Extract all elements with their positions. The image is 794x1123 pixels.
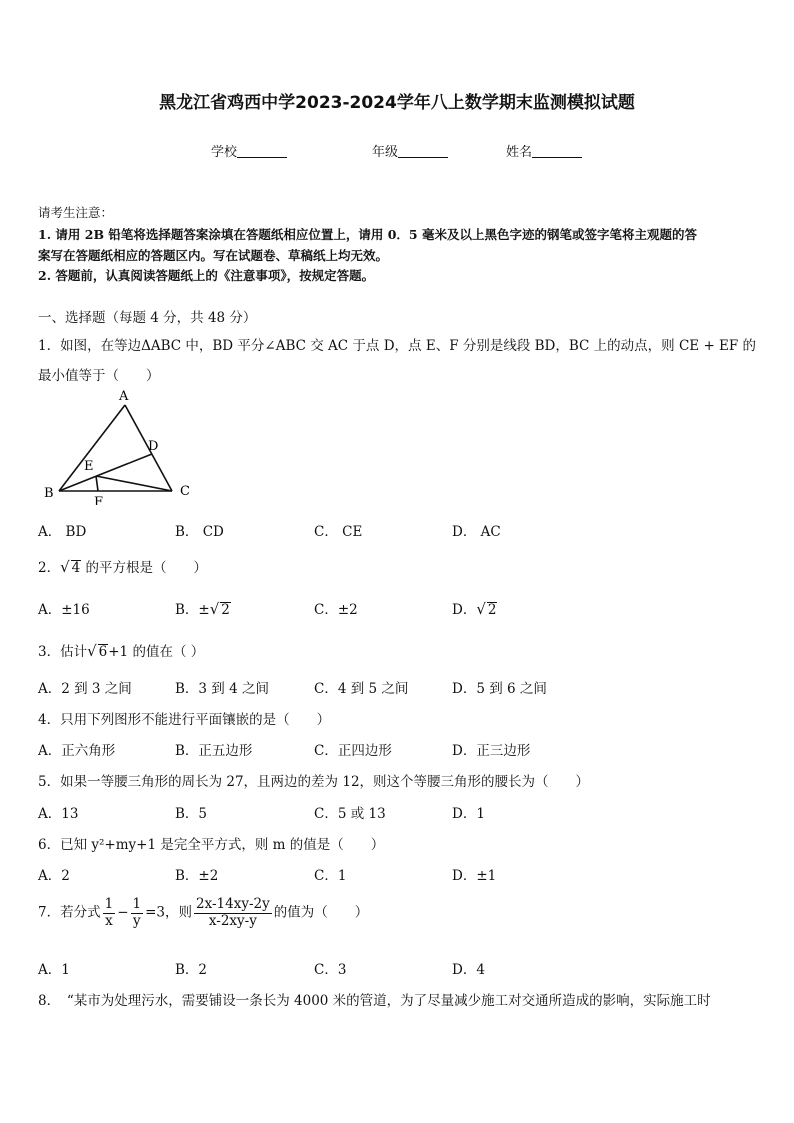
section-heading: 一、选择题（每题 4 分，共 48 分） <box>38 310 257 326</box>
school-field <box>211 141 287 160</box>
q6-option-d[interactable]: D．±1 <box>452 868 497 884</box>
school-label: 学校 <box>211 145 238 160</box>
q6-option-a[interactable]: A．2 <box>38 868 70 884</box>
label-c: C <box>180 484 190 499</box>
q6-option-b[interactable]: B．±2 <box>175 868 219 884</box>
notice-line-2: 案写在答题纸相应的答题区内。写在试题卷、草稿纸上均无效。 <box>38 248 389 263</box>
q7-text: 的值为（ ） <box>273 904 369 921</box>
q2-option-d-label: D． <box>452 602 477 618</box>
q4-stem: 4．只用下列图形不能进行平面镶嵌的是（ ） <box>38 712 331 728</box>
q7-f1-denominator: x <box>105 912 113 929</box>
q1-triangle-figure <box>40 385 200 505</box>
q4-option-d[interactable]: D．正三边形 <box>452 743 531 759</box>
q2-option-a[interactable]: A．±16 <box>38 602 90 618</box>
q7-equals: =3，则 <box>145 904 192 921</box>
q5-stem: 5．如果一等腰三角形的周长为 27，且两边的差为 12，则这个等腰三角形的腰长为（ ） <box>38 774 590 790</box>
q3-number: 3．估计 <box>38 644 88 660</box>
q7-option-c[interactable]: C．3 <box>314 962 347 978</box>
q5-option-c[interactable]: C．5 或 13 <box>314 806 386 822</box>
grade-label: 年级 <box>372 145 399 160</box>
label-a: A <box>119 389 129 404</box>
label-e: E <box>84 459 94 474</box>
q7-option-b[interactable]: B．2 <box>175 962 208 978</box>
q7-minus: − <box>117 904 129 921</box>
name-blank <box>532 145 582 158</box>
notice-line-1: 1. 请用 2B 铅笔将选择题答案涂填在答题纸相应位置上，请用 0．5 毫米及以上黑色字迹的钢笔或签字笔将主观题的答 <box>38 227 697 242</box>
q3-option-d[interactable]: D．5 到 6 之间 <box>452 681 547 697</box>
q7-f3-denominator: x-2xy-y <box>208 912 257 929</box>
q2-option-b-label: B．± <box>175 602 210 618</box>
q8-stem: 8． “某市为处理污水，需要铺设一条长为 4000 米的管道，为了尽量减少施工对交通所造成的影响，实际施工时 <box>38 993 711 1009</box>
q7-f2-denominator: y <box>132 912 141 929</box>
q6-option-c[interactable]: C．1 <box>314 868 347 884</box>
q2-option-b-radicand: 2 <box>221 602 230 618</box>
q2-option-d-radicand: 2 <box>487 602 497 618</box>
q4-option-a[interactable]: A．正六角形 <box>38 743 116 759</box>
notice-line-3: 2. 答题前，认真阅读答题纸上的《注意事项》，按规定答题。 <box>38 268 375 283</box>
q7-f1-numerator: 1 <box>104 896 114 912</box>
q7-fraction-2 <box>131 897 144 929</box>
name-field <box>506 141 582 160</box>
q5-option-d[interactable]: D．1 <box>452 806 485 822</box>
q3-text: +1 的值在（ ） <box>108 644 205 660</box>
q4-option-c[interactable]: C．正四边形 <box>314 743 392 759</box>
q6-stem: 6．已知 y²+my+1 是完全平方式，则 m 的值是（ ） <box>38 837 385 853</box>
page-title: 黑龙江省鸡西中学2023-2024学年八上数学期末监测模拟试题 <box>159 93 635 113</box>
grade-field <box>372 141 448 160</box>
q2-option-d[interactable]: D．√ 2 <box>452 600 497 618</box>
school-blank <box>237 145 287 158</box>
q2-text: 的平方根是（ ） <box>81 560 208 576</box>
q3-radicand: 6 <box>98 644 108 660</box>
q1-option-b[interactable]: B． CD <box>175 524 224 540</box>
q1-option-d[interactable]: D． AC <box>452 524 501 540</box>
notice-heading: 请考生注意： <box>38 205 114 220</box>
q1-option-a[interactable]: A． BD <box>38 524 87 540</box>
q3-stem: 3．估计√ 6+1 的值在（ ） <box>38 642 205 660</box>
q2-option-b[interactable]: B．±√ 2 <box>175 600 230 618</box>
q2-stem: 2．√ 4 的平方根是（ ） <box>38 558 208 576</box>
q5-option-b[interactable]: B．5 <box>175 806 208 822</box>
q3-option-b[interactable]: B．3 到 4 之间 <box>175 681 269 697</box>
q7-f2-numerator: 1 <box>132 896 142 912</box>
segment-ef <box>96 476 98 491</box>
q1-stem-2: 最小值等于（ ） <box>38 368 160 384</box>
q3-option-a[interactable]: A．2 到 3 之间 <box>38 681 132 697</box>
q2-option-c[interactable]: C．±2 <box>314 602 358 618</box>
q2-radicand: 4 <box>71 560 81 576</box>
q7-stem <box>38 897 368 929</box>
q7-fraction-1 <box>103 897 116 929</box>
q1-stem: 1．如图，在等边ΔABC 中，BD 平分∠ABC 交 AC 于点 D，点 E、F 分别是线段 BD，BC 上的动点，则 CE + EF 的 <box>38 338 757 354</box>
q7-option-d[interactable]: D．4 <box>452 962 485 978</box>
q3-option-c[interactable]: C．4 到 5 之间 <box>314 681 409 697</box>
label-b: B <box>44 486 54 501</box>
q7-fraction-3 <box>194 897 272 929</box>
q1-option-c[interactable]: C． CE <box>314 524 363 540</box>
name-label: 姓名 <box>506 145 533 160</box>
q7-number: 7．若分式 <box>38 904 101 921</box>
label-d: D <box>148 439 159 454</box>
q2-number: 2． <box>38 560 61 576</box>
label-f: F <box>94 495 104 505</box>
segment-ce <box>96 476 172 491</box>
q5-option-a[interactable]: A．13 <box>38 806 79 822</box>
q7-option-a[interactable]: A．1 <box>38 962 70 978</box>
q7-f3-numerator: 2x-14xy-2y <box>196 896 270 912</box>
grade-blank <box>398 145 448 158</box>
q4-option-b[interactable]: B．正五边形 <box>175 743 253 759</box>
